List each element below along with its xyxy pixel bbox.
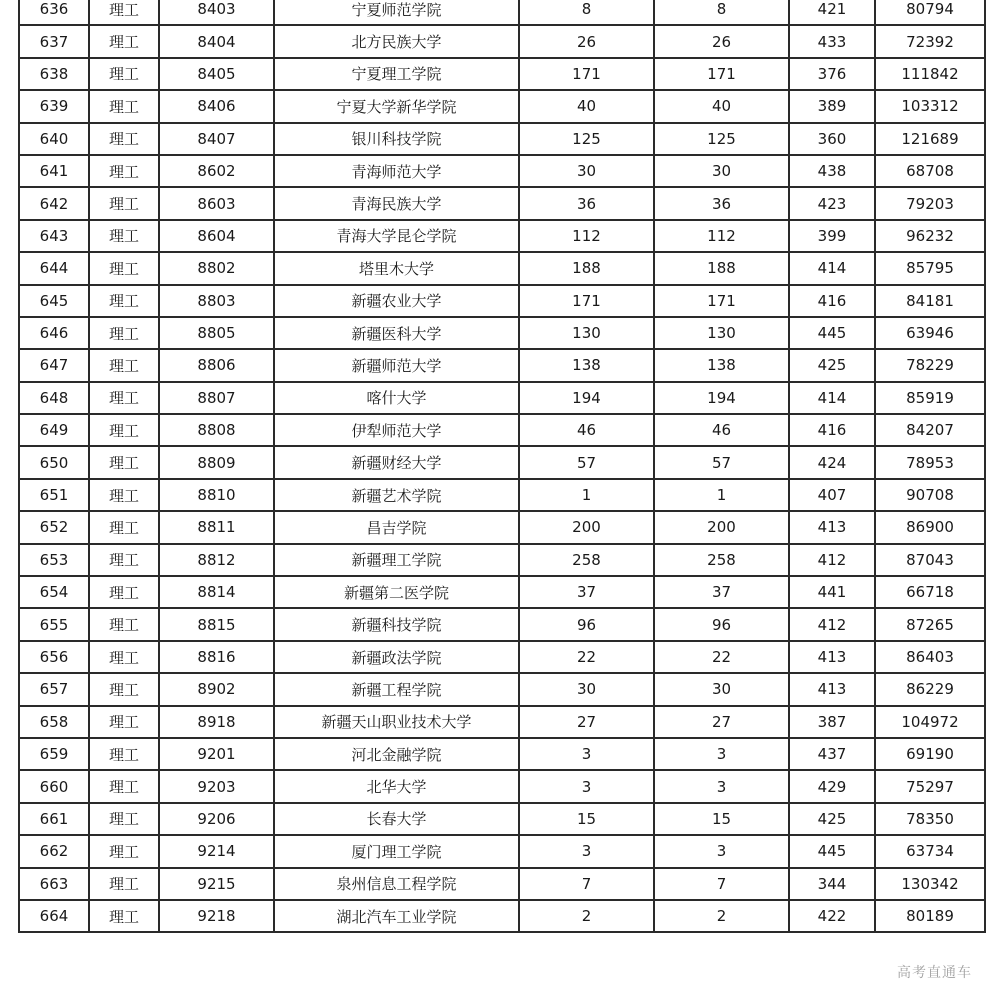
category-cell: 理工 xyxy=(89,90,159,122)
category-cell: 理工 xyxy=(89,252,159,284)
plan-count-cell: 188 xyxy=(519,252,654,284)
admit-count-cell: 2 xyxy=(654,900,789,932)
category-cell: 理工 xyxy=(89,511,159,543)
min-score-cell: 441 xyxy=(789,576,875,608)
plan-count-cell: 171 xyxy=(519,58,654,90)
table-row xyxy=(19,285,985,317)
admit-count-cell: 258 xyxy=(654,544,789,576)
table-row xyxy=(19,738,985,770)
table-row xyxy=(19,608,985,640)
code-cell: 8816 xyxy=(159,641,274,673)
admit-count-cell: 40 xyxy=(654,90,789,122)
plan-count-cell: 7 xyxy=(519,868,654,900)
min-score-cell: 387 xyxy=(789,706,875,738)
table-row xyxy=(19,770,985,802)
school-name-cell: 青海民族大学 xyxy=(274,187,519,219)
plan-count-cell: 37 xyxy=(519,576,654,608)
school-name-cell: 新疆工程学院 xyxy=(274,673,519,705)
table-body xyxy=(19,0,985,932)
seq-cell: 645 xyxy=(19,285,89,317)
code-cell: 9203 xyxy=(159,770,274,802)
category-cell: 理工 xyxy=(89,446,159,478)
min-rank-cell: 121689 xyxy=(875,123,985,155)
data-table-container xyxy=(18,0,984,933)
table-row xyxy=(19,803,985,835)
code-cell: 9206 xyxy=(159,803,274,835)
school-name-cell: 伊犁师范大学 xyxy=(274,414,519,446)
min-rank-cell: 130342 xyxy=(875,868,985,900)
seq-cell: 646 xyxy=(19,317,89,349)
min-score-cell: 445 xyxy=(789,835,875,867)
admit-count-cell: 30 xyxy=(654,155,789,187)
seq-cell: 638 xyxy=(19,58,89,90)
code-cell: 9201 xyxy=(159,738,274,770)
code-cell: 8809 xyxy=(159,446,274,478)
plan-count-cell: 3 xyxy=(519,770,654,802)
min-score-cell: 344 xyxy=(789,868,875,900)
admit-count-cell: 8 xyxy=(654,0,789,25)
school-name-cell: 湖北汽车工业学院 xyxy=(274,900,519,932)
seq-cell: 660 xyxy=(19,770,89,802)
code-cell: 8406 xyxy=(159,90,274,122)
category-cell: 理工 xyxy=(89,155,159,187)
min-rank-cell: 78229 xyxy=(875,349,985,381)
category-cell: 理工 xyxy=(89,544,159,576)
min-rank-cell: 84207 xyxy=(875,414,985,446)
min-rank-cell: 78953 xyxy=(875,446,985,478)
plan-count-cell: 26 xyxy=(519,25,654,57)
min-rank-cell: 79203 xyxy=(875,187,985,219)
min-score-cell: 424 xyxy=(789,446,875,478)
category-cell: 理工 xyxy=(89,0,159,25)
min-score-cell: 429 xyxy=(789,770,875,802)
admit-count-cell: 37 xyxy=(654,576,789,608)
admit-count-cell: 96 xyxy=(654,608,789,640)
table-row xyxy=(19,349,985,381)
school-name-cell: 青海师范大学 xyxy=(274,155,519,187)
seq-cell: 636 xyxy=(19,0,89,25)
plan-count-cell: 3 xyxy=(519,835,654,867)
school-name-cell: 宁夏师范学院 xyxy=(274,0,519,25)
min-rank-cell: 111842 xyxy=(875,58,985,90)
category-cell: 理工 xyxy=(89,641,159,673)
admit-count-cell: 171 xyxy=(654,58,789,90)
table-row xyxy=(19,90,985,122)
category-cell: 理工 xyxy=(89,414,159,446)
plan-count-cell: 130 xyxy=(519,317,654,349)
plan-count-cell: 200 xyxy=(519,511,654,543)
plan-count-cell: 171 xyxy=(519,285,654,317)
table-row xyxy=(19,900,985,932)
admit-count-cell: 27 xyxy=(654,706,789,738)
min-rank-cell: 80189 xyxy=(875,900,985,932)
plan-count-cell: 40 xyxy=(519,90,654,122)
seq-cell: 664 xyxy=(19,900,89,932)
category-cell: 理工 xyxy=(89,900,159,932)
admit-count-cell: 125 xyxy=(654,123,789,155)
code-cell: 8405 xyxy=(159,58,274,90)
watermark: 高考直通车 xyxy=(897,965,972,981)
plan-count-cell: 8 xyxy=(519,0,654,25)
seq-cell: 643 xyxy=(19,220,89,252)
code-cell: 9215 xyxy=(159,868,274,900)
category-cell: 理工 xyxy=(89,738,159,770)
admit-count-cell: 26 xyxy=(654,25,789,57)
table-row xyxy=(19,25,985,57)
category-cell: 理工 xyxy=(89,479,159,511)
admit-count-cell: 15 xyxy=(654,803,789,835)
school-name-cell: 厦门理工学院 xyxy=(274,835,519,867)
category-cell: 理工 xyxy=(89,187,159,219)
seq-cell: 657 xyxy=(19,673,89,705)
school-name-cell: 长春大学 xyxy=(274,803,519,835)
table-row xyxy=(19,446,985,478)
admission-table xyxy=(18,0,986,933)
school-name-cell: 河北金融学院 xyxy=(274,738,519,770)
table-row xyxy=(19,123,985,155)
admit-count-cell: 30 xyxy=(654,673,789,705)
plan-count-cell: 125 xyxy=(519,123,654,155)
min-rank-cell: 103312 xyxy=(875,90,985,122)
code-cell: 8404 xyxy=(159,25,274,57)
min-score-cell: 414 xyxy=(789,382,875,414)
plan-count-cell: 36 xyxy=(519,187,654,219)
plan-count-cell: 30 xyxy=(519,673,654,705)
admit-count-cell: 46 xyxy=(654,414,789,446)
category-cell: 理工 xyxy=(89,706,159,738)
seq-cell: 640 xyxy=(19,123,89,155)
min-score-cell: 437 xyxy=(789,738,875,770)
code-cell: 8815 xyxy=(159,608,274,640)
code-cell: 8802 xyxy=(159,252,274,284)
min-rank-cell: 84181 xyxy=(875,285,985,317)
code-cell: 9214 xyxy=(159,835,274,867)
code-cell: 8407 xyxy=(159,123,274,155)
seq-cell: 648 xyxy=(19,382,89,414)
table-row xyxy=(19,252,985,284)
plan-count-cell: 112 xyxy=(519,220,654,252)
category-cell: 理工 xyxy=(89,349,159,381)
school-name-cell: 宁夏大学新华学院 xyxy=(274,90,519,122)
admit-count-cell: 22 xyxy=(654,641,789,673)
min-score-cell: 438 xyxy=(789,155,875,187)
table-row xyxy=(19,706,985,738)
table-row xyxy=(19,220,985,252)
category-cell: 理工 xyxy=(89,25,159,57)
admit-count-cell: 3 xyxy=(654,738,789,770)
seq-cell: 644 xyxy=(19,252,89,284)
min-rank-cell: 78350 xyxy=(875,803,985,835)
min-rank-cell: 87265 xyxy=(875,608,985,640)
min-score-cell: 423 xyxy=(789,187,875,219)
code-cell: 8810 xyxy=(159,479,274,511)
min-score-cell: 413 xyxy=(789,641,875,673)
min-rank-cell: 86229 xyxy=(875,673,985,705)
min-score-cell: 407 xyxy=(789,479,875,511)
code-cell: 8602 xyxy=(159,155,274,187)
admit-count-cell: 3 xyxy=(654,835,789,867)
min-score-cell: 413 xyxy=(789,673,875,705)
min-score-cell: 416 xyxy=(789,414,875,446)
min-score-cell: 412 xyxy=(789,608,875,640)
min-rank-cell: 86900 xyxy=(875,511,985,543)
seq-cell: 639 xyxy=(19,90,89,122)
plan-count-cell: 2 xyxy=(519,900,654,932)
seq-cell: 658 xyxy=(19,706,89,738)
category-cell: 理工 xyxy=(89,220,159,252)
admit-count-cell: 194 xyxy=(654,382,789,414)
category-cell: 理工 xyxy=(89,123,159,155)
code-cell: 8811 xyxy=(159,511,274,543)
table-row xyxy=(19,835,985,867)
school-name-cell: 新疆农业大学 xyxy=(274,285,519,317)
seq-cell: 652 xyxy=(19,511,89,543)
table-row xyxy=(19,317,985,349)
code-cell: 8604 xyxy=(159,220,274,252)
seq-cell: 642 xyxy=(19,187,89,219)
min-score-cell: 445 xyxy=(789,317,875,349)
code-cell: 8918 xyxy=(159,706,274,738)
min-rank-cell: 85919 xyxy=(875,382,985,414)
admit-count-cell: 36 xyxy=(654,187,789,219)
plan-count-cell: 27 xyxy=(519,706,654,738)
min-rank-cell: 85795 xyxy=(875,252,985,284)
min-score-cell: 412 xyxy=(789,544,875,576)
min-score-cell: 376 xyxy=(789,58,875,90)
admit-count-cell: 3 xyxy=(654,770,789,802)
min-score-cell: 421 xyxy=(789,0,875,25)
min-rank-cell: 96232 xyxy=(875,220,985,252)
min-rank-cell: 69190 xyxy=(875,738,985,770)
code-cell: 8812 xyxy=(159,544,274,576)
code-cell: 8803 xyxy=(159,285,274,317)
admit-count-cell: 138 xyxy=(654,349,789,381)
min-rank-cell: 63946 xyxy=(875,317,985,349)
plan-count-cell: 22 xyxy=(519,641,654,673)
school-name-cell: 泉州信息工程学院 xyxy=(274,868,519,900)
table-row xyxy=(19,479,985,511)
table-row xyxy=(19,511,985,543)
code-cell: 8808 xyxy=(159,414,274,446)
code-cell: 8814 xyxy=(159,576,274,608)
seq-cell: 662 xyxy=(19,835,89,867)
admit-count-cell: 200 xyxy=(654,511,789,543)
school-name-cell: 新疆艺术学院 xyxy=(274,479,519,511)
min-score-cell: 360 xyxy=(789,123,875,155)
admit-count-cell: 1 xyxy=(654,479,789,511)
seq-cell: 651 xyxy=(19,479,89,511)
admit-count-cell: 188 xyxy=(654,252,789,284)
school-name-cell: 青海大学昆仑学院 xyxy=(274,220,519,252)
category-cell: 理工 xyxy=(89,576,159,608)
plan-count-cell: 138 xyxy=(519,349,654,381)
school-name-cell: 喀什大学 xyxy=(274,382,519,414)
min-rank-cell: 80794 xyxy=(875,0,985,25)
table-row xyxy=(19,382,985,414)
seq-cell: 659 xyxy=(19,738,89,770)
min-score-cell: 425 xyxy=(789,349,875,381)
min-score-cell: 425 xyxy=(789,803,875,835)
school-name-cell: 昌吉学院 xyxy=(274,511,519,543)
min-score-cell: 414 xyxy=(789,252,875,284)
table-row xyxy=(19,414,985,446)
category-cell: 理工 xyxy=(89,835,159,867)
table-row xyxy=(19,576,985,608)
plan-count-cell: 96 xyxy=(519,608,654,640)
admit-count-cell: 112 xyxy=(654,220,789,252)
category-cell: 理工 xyxy=(89,58,159,90)
school-name-cell: 宁夏理工学院 xyxy=(274,58,519,90)
code-cell: 8603 xyxy=(159,187,274,219)
plan-count-cell: 258 xyxy=(519,544,654,576)
min-score-cell: 416 xyxy=(789,285,875,317)
admit-count-cell: 7 xyxy=(654,868,789,900)
seq-cell: 647 xyxy=(19,349,89,381)
plan-count-cell: 3 xyxy=(519,738,654,770)
plan-count-cell: 30 xyxy=(519,155,654,187)
seq-cell: 641 xyxy=(19,155,89,187)
school-name-cell: 银川科技学院 xyxy=(274,123,519,155)
category-cell: 理工 xyxy=(89,673,159,705)
school-name-cell: 新疆第二医学院 xyxy=(274,576,519,608)
school-name-cell: 新疆师范大学 xyxy=(274,349,519,381)
min-rank-cell: 75297 xyxy=(875,770,985,802)
seq-cell: 661 xyxy=(19,803,89,835)
seq-cell: 650 xyxy=(19,446,89,478)
table-row xyxy=(19,673,985,705)
school-name-cell: 新疆财经大学 xyxy=(274,446,519,478)
school-name-cell: 新疆科技学院 xyxy=(274,608,519,640)
plan-count-cell: 46 xyxy=(519,414,654,446)
school-name-cell: 新疆天山职业技术大学 xyxy=(274,706,519,738)
school-name-cell: 新疆理工学院 xyxy=(274,544,519,576)
seq-cell: 654 xyxy=(19,576,89,608)
seq-cell: 663 xyxy=(19,868,89,900)
min-score-cell: 399 xyxy=(789,220,875,252)
min-score-cell: 413 xyxy=(789,511,875,543)
min-rank-cell: 86403 xyxy=(875,641,985,673)
plan-count-cell: 15 xyxy=(519,803,654,835)
plan-count-cell: 194 xyxy=(519,382,654,414)
table-row xyxy=(19,641,985,673)
category-cell: 理工 xyxy=(89,285,159,317)
school-name-cell: 新疆医科大学 xyxy=(274,317,519,349)
admit-count-cell: 130 xyxy=(654,317,789,349)
code-cell: 8902 xyxy=(159,673,274,705)
min-score-cell: 433 xyxy=(789,25,875,57)
min-rank-cell: 104972 xyxy=(875,706,985,738)
category-cell: 理工 xyxy=(89,608,159,640)
seq-cell: 653 xyxy=(19,544,89,576)
table-row xyxy=(19,868,985,900)
school-name-cell: 北方民族大学 xyxy=(274,25,519,57)
min-rank-cell: 72392 xyxy=(875,25,985,57)
min-score-cell: 389 xyxy=(789,90,875,122)
code-cell: 8806 xyxy=(159,349,274,381)
school-name-cell: 新疆政法学院 xyxy=(274,641,519,673)
table-row xyxy=(19,58,985,90)
table-row xyxy=(19,187,985,219)
code-cell: 8807 xyxy=(159,382,274,414)
min-rank-cell: 87043 xyxy=(875,544,985,576)
table-row xyxy=(19,0,985,25)
table-row xyxy=(19,155,985,187)
admit-count-cell: 171 xyxy=(654,285,789,317)
category-cell: 理工 xyxy=(89,803,159,835)
school-name-cell: 塔里木大学 xyxy=(274,252,519,284)
seq-cell: 655 xyxy=(19,608,89,640)
seq-cell: 637 xyxy=(19,25,89,57)
seq-cell: 649 xyxy=(19,414,89,446)
code-cell: 9218 xyxy=(159,900,274,932)
code-cell: 8805 xyxy=(159,317,274,349)
seq-cell: 656 xyxy=(19,641,89,673)
category-cell: 理工 xyxy=(89,770,159,802)
min-score-cell: 422 xyxy=(789,900,875,932)
min-rank-cell: 68708 xyxy=(875,155,985,187)
code-cell: 8403 xyxy=(159,0,274,25)
min-rank-cell: 63734 xyxy=(875,835,985,867)
plan-count-cell: 1 xyxy=(519,479,654,511)
min-rank-cell: 90708 xyxy=(875,479,985,511)
min-rank-cell: 66718 xyxy=(875,576,985,608)
category-cell: 理工 xyxy=(89,317,159,349)
category-cell: 理工 xyxy=(89,382,159,414)
school-name-cell: 北华大学 xyxy=(274,770,519,802)
admit-count-cell: 57 xyxy=(654,446,789,478)
category-cell: 理工 xyxy=(89,868,159,900)
plan-count-cell: 57 xyxy=(519,446,654,478)
table-row xyxy=(19,544,985,576)
